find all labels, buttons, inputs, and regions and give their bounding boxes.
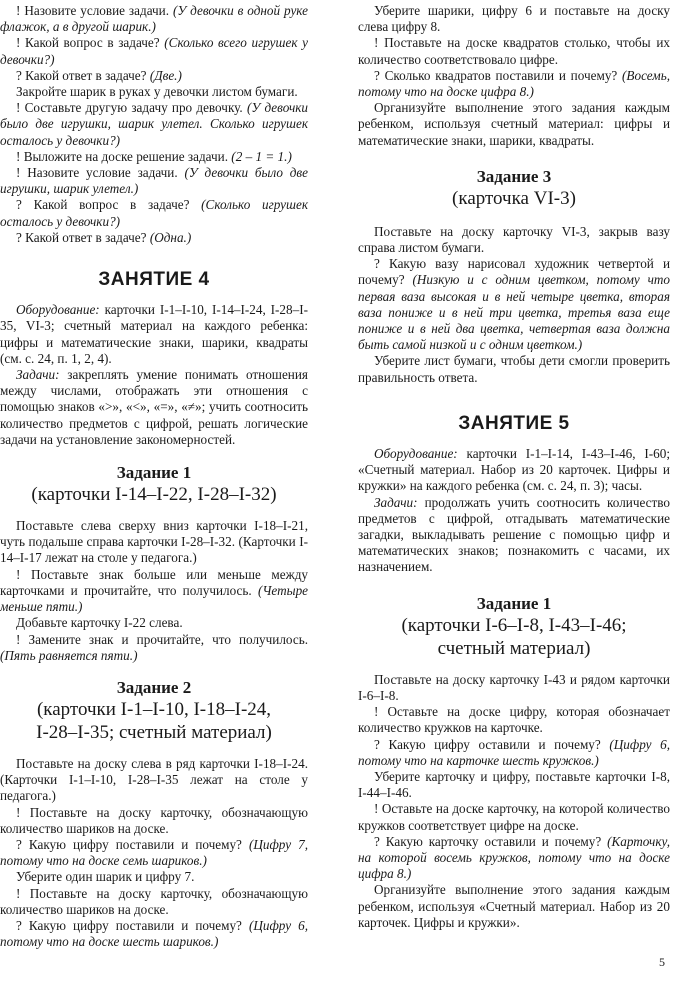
paragraph bbox=[0, 567, 308, 616]
tasks-text: продолжать учить соотносить количество предметов с цифрой, отгадывать математические загадки, выкладывать решение с помощью цифр и математических знаков; познакомить с часами, их назначением. bbox=[358, 494, 671, 575]
answer-text: (У девочки было две игрушки, шарик улетел.) bbox=[0, 165, 309, 197]
text: ? Какую цифру оставили и почему? bbox=[374, 736, 601, 752]
answer-text: (2 – 1 = 1.) bbox=[231, 148, 292, 164]
paragraph bbox=[0, 35, 308, 67]
task-subtitle: I-28–I-35; счетный материал) bbox=[36, 721, 272, 743]
answer-text: (Восемь, потому что на доске цифра 8.) bbox=[358, 67, 670, 100]
answer-text: (Цифру 6, потому что на карточке шесть кружков.) bbox=[358, 736, 670, 768]
equipment-paragraph bbox=[0, 302, 308, 367]
answer-text: (Пять равняется пяти.) bbox=[0, 647, 138, 663]
text: ? Какую вазу нарисовал художник четвертой и почему? bbox=[358, 256, 670, 288]
paragraph bbox=[358, 834, 670, 883]
text: ! Назовите условие задачи. bbox=[16, 3, 170, 18]
equipment-label: Оборудование: bbox=[16, 302, 100, 318]
tasks-label: Задачи: bbox=[374, 494, 418, 510]
paragraph bbox=[0, 165, 308, 197]
task-subtitle: (карточки I-6–I-8, I-43–I-46; bbox=[401, 614, 627, 636]
paragraph: Поставьте на доску карточку VI-3, закрыв вазу справа листом бумаги. bbox=[358, 223, 670, 256]
paragraph: ! Поставьте на доске квадратов столько, чтобы их количество соответствовало цифре. bbox=[358, 35, 670, 67]
paragraph: ! Поставьте на доску карточку, обозначающую количество шариков на доске. bbox=[0, 804, 308, 836]
paragraph bbox=[358, 68, 670, 100]
tasks-label: Задачи: bbox=[16, 367, 60, 383]
paragraph: Уберите лист бумаги, чтобы дети смогли проверить правильность ответа. bbox=[358, 353, 670, 385]
text: ! Какой вопрос в задаче? bbox=[16, 35, 160, 51]
text: ? Какой ответ в задаче? bbox=[16, 229, 147, 245]
task-subtitle: счетный материал) bbox=[437, 637, 591, 659]
paragraph: Организуйте выполнение этого задания каждым ребенком, используя «Счетный материал. Набор из 20 карточек. Цифры и кружки». bbox=[358, 882, 670, 930]
text: ! Поставьте знак больше или меньше между карточками и прочитайте, что получилось. bbox=[0, 566, 308, 598]
paragraph bbox=[358, 256, 670, 353]
text: ? Сколько квадратов поставили и почему? bbox=[374, 67, 618, 83]
paragraph bbox=[0, 3, 308, 35]
text: ! Составьте другую задачу про девочку. bbox=[16, 100, 243, 116]
answer-text: (Цифру 6, потому что на доске шесть шариков.) bbox=[0, 917, 308, 950]
equipment-text: карточки I-1–I-14, I-43–I-46, I-60; «Счетный материал. Набор из 20 карточек. Цифры и кружки» на каждого ребенка (см. с. 24, п. 3); часы. bbox=[358, 446, 670, 494]
equipment-label: Оборудование: bbox=[374, 446, 458, 462]
paragraph: Поставьте на доску карточку I-43 и рядом карточки I-6–I-8. bbox=[358, 671, 670, 703]
tasks-text: закреплять умение понимать отношения между числами, отображать эти отношения с помощью знаков «>», «<», «=», «≠»; учить соотносить количество предметов с цифрой, решать логические задачи на установление закономерностей. bbox=[0, 367, 308, 447]
answer-text: (Сколько игрушек осталось у девочки?) bbox=[0, 197, 308, 229]
paragraph bbox=[0, 632, 308, 664]
paragraph: Поставьте слева сверху вниз карточки I-18–I-21, чуть подальше справа карточки I-28–I-32. (Карточки I-14–I-17 лежат на столе у педагога.) bbox=[0, 518, 308, 566]
answer-text: (Сколько всего игрушек у девочки?) bbox=[0, 35, 308, 67]
answer-text: (Цифру 7, потому что на доске семь шариков.) bbox=[0, 836, 308, 869]
paragraph: Уберите карточку и цифру, поставьте карточки I-8, I-44–I-46. bbox=[358, 768, 670, 801]
paragraph: ! Поставьте на доску карточку, обозначающую количество шариков на доске. bbox=[0, 885, 308, 917]
right-column bbox=[358, 0, 670, 931]
task-title: Задание 1 bbox=[476, 593, 552, 613]
page-number: 5 bbox=[659, 955, 665, 969]
answer-text: (Карточку, на которой восемь кружков, потому что на доске цифра 8.) bbox=[358, 833, 670, 882]
task-subtitle: (карточка VI-3) bbox=[452, 187, 576, 209]
paragraph: Закройте шарик в руках у девочки листом бумаги. bbox=[16, 84, 298, 100]
text: ! Замените знак и прочитайте, что получилось. bbox=[16, 631, 308, 647]
paragraph bbox=[0, 197, 308, 229]
left-column bbox=[0, 0, 308, 950]
paragraph: ! Оставьте на доске карточку, на которой количество кружков соответствует цифре на доске. bbox=[358, 801, 670, 833]
paragraph bbox=[0, 68, 308, 84]
equipment-text: карточки I-1–I-10, I-14–I-24, I-28–I-35, VI-3; счетный материал на каждого ребенка: цифры и математические знаки, шарики, квадраты (см. с. 24, п. 1, 2, 4). bbox=[0, 302, 308, 366]
task-subtitle: (карточки I-14–I-22, I-28–I-32) bbox=[31, 484, 277, 506]
text: ? Какой вопрос в задаче? bbox=[16, 197, 190, 213]
paragraph: Организуйте выполнение этого задания каждым ребенком, используя счетный материал: цифры и математические знаки, шарики, квадраты. bbox=[358, 100, 670, 148]
text: ? Какую цифру поставили и почему? bbox=[16, 917, 242, 933]
paragraph: Уберите шарики, цифру 6 и поставьте на доску слева цифру 8. bbox=[358, 3, 670, 35]
answer-text: (Низкую и с одним цветком, потому что первая ваза высокая и в ней четыре цветка, вторая ваза пониже и в ней три цветка, третья ваза еще пониже и в ней два цветка, четвертая ваза должна быть самой низкой и с одним цветком.) bbox=[358, 272, 670, 353]
tasks-paragraph bbox=[358, 495, 670, 576]
paragraph bbox=[358, 737, 670, 769]
answer-text: (Четыре меньше пяти.) bbox=[0, 582, 309, 615]
task-title: Задание 2 bbox=[116, 677, 192, 697]
task-subtitle: (карточки I-1–I-10, I-18–I-24, bbox=[36, 698, 272, 720]
paragraph: Добавьте карточку I-22 слева. bbox=[16, 615, 183, 631]
paragraph bbox=[0, 837, 308, 869]
paragraph bbox=[0, 100, 308, 149]
text: ! Назовите условие задачи. bbox=[16, 165, 178, 181]
paragraph bbox=[0, 918, 308, 950]
answer-text: (Одна.) bbox=[149, 229, 192, 245]
text: ! Выложите на доске решение задачи. bbox=[16, 148, 228, 164]
paragraph: Уберите один шарик и цифру 7. bbox=[16, 869, 195, 885]
task-title: Задание 3 bbox=[476, 166, 552, 186]
tasks-paragraph bbox=[0, 367, 308, 448]
lesson-title: ЗАНЯТИЕ 5 bbox=[458, 412, 570, 434]
text: ? Какую карточку оставили и почему? bbox=[374, 833, 602, 849]
text: ? Какой ответ в задаче? bbox=[16, 67, 147, 83]
task-title: Задание 1 bbox=[116, 463, 192, 483]
answer-text: (У девочки было две игрушки, шарик улетел. Сколько игрушек осталось у девочки?) bbox=[0, 100, 308, 148]
paragraph bbox=[0, 149, 308, 165]
paragraph bbox=[0, 230, 308, 246]
equipment-paragraph bbox=[358, 446, 670, 495]
paragraph: Поставьте на доску слева в ряд карточки I-18–I-24. (Карточки I-1–I-10, I-28–I-35 лежат на столе у педагога.) bbox=[0, 755, 308, 804]
answer-text: (У девочки в одной руке флажок, а в другой шарик.) bbox=[0, 3, 308, 35]
answer-text: (Две.) bbox=[149, 67, 182, 83]
paragraph: ! Оставьте на доске цифру, которая обозначает количество кружков на карточке. bbox=[358, 704, 670, 736]
lesson-title: ЗАНЯТИЕ 4 bbox=[98, 269, 210, 291]
text: ? Какую цифру поставили и почему? bbox=[16, 836, 242, 852]
